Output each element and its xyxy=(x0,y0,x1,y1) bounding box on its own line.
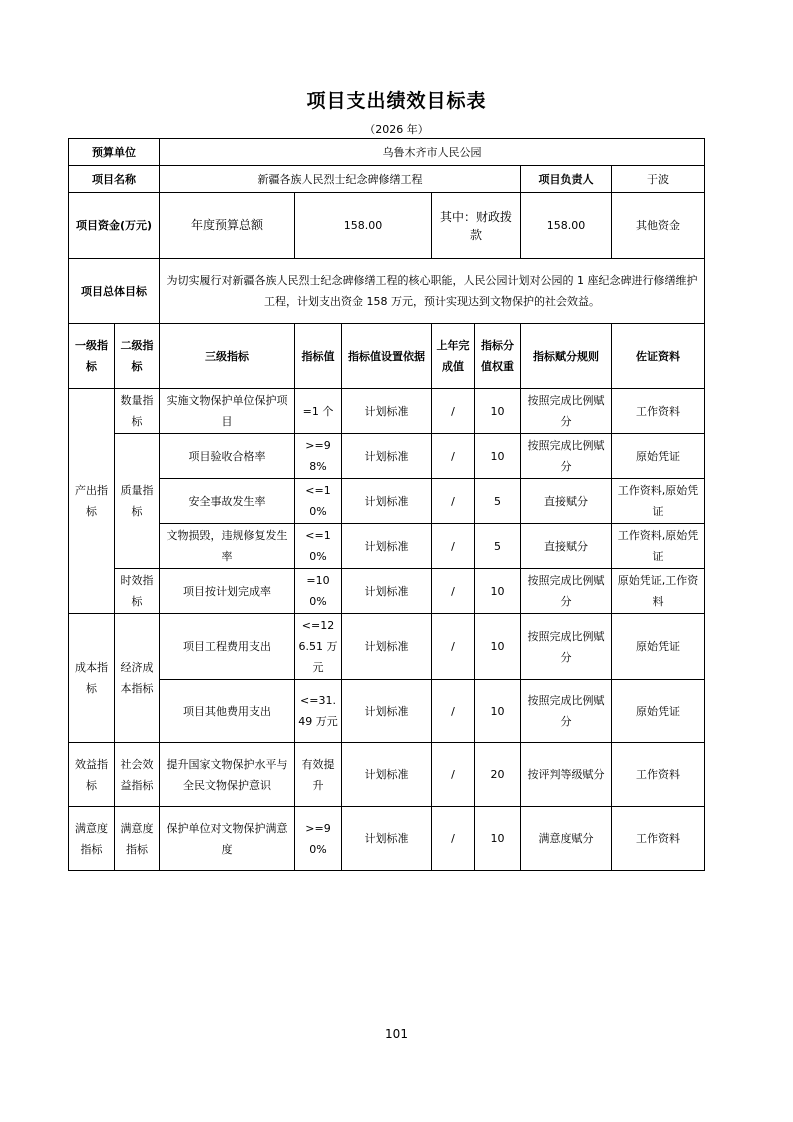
subgroup-timeliness: 时效指标 xyxy=(115,569,160,614)
row-rule: 直接赋分 xyxy=(521,524,612,569)
fiscal-label: 其中：财政拨款 xyxy=(432,193,521,259)
header-value: 指标值 xyxy=(295,324,342,389)
subgroup-social: 社会效益指标 xyxy=(115,743,160,807)
goal-label: 项目总体目标 xyxy=(69,259,160,324)
header-basis: 指标值设置依据 xyxy=(342,324,432,389)
group-output: 产出指标 xyxy=(69,389,115,614)
subgroup-econ-cost: 经济成本指标 xyxy=(115,614,160,743)
row-name: 保护单位对文物保护满意度 xyxy=(160,807,295,871)
table-row xyxy=(69,569,705,614)
row-basis: 计划标准 xyxy=(342,524,432,569)
goal-value: 为切实履行对新疆各族人民烈士纪念碑修缮工程的核心职能，人民公园计划对公园的 1 座纪念碑进行修缮维护工程，计划支出资金 158 万元，预计实现达到文物保护的社会效益。 xyxy=(160,259,705,324)
row-rule: 按照完成比例赋分 xyxy=(521,389,612,434)
row-name: 项目工程费用支出 xyxy=(160,614,295,680)
row-weight: 10 xyxy=(475,389,521,434)
leader-value: 于波 xyxy=(612,166,705,193)
table-row xyxy=(69,743,705,807)
row-last: / xyxy=(432,614,475,680)
annual-value: 158.00 xyxy=(295,193,432,259)
row-weight: 5 xyxy=(475,479,521,524)
unit-row xyxy=(69,139,705,166)
row-basis: 计划标准 xyxy=(342,434,432,479)
leader-label: 项目负责人 xyxy=(521,166,612,193)
row-rule: 按照完成比例赋分 xyxy=(521,434,612,479)
row-evidence: 工作资料,原始凭证 xyxy=(612,479,705,524)
fund-row xyxy=(69,193,705,259)
row-value: <=31.49 万元 xyxy=(295,680,342,743)
row-last: / xyxy=(432,680,475,743)
fiscal-value: 158.00 xyxy=(521,193,612,259)
row-evidence: 原始凭证 xyxy=(612,680,705,743)
table-row xyxy=(69,807,705,871)
row-value: >=90% xyxy=(295,807,342,871)
row-last: / xyxy=(432,479,475,524)
row-rule: 按照完成比例赋分 xyxy=(521,569,612,614)
row-last: / xyxy=(432,389,475,434)
subgroup-quality: 质量指标 xyxy=(115,434,160,569)
row-rule: 直接赋分 xyxy=(521,479,612,524)
table-row xyxy=(69,389,705,434)
group-satisfaction: 满意度指标 xyxy=(69,807,115,871)
header-last-year: 上年完成值 xyxy=(432,324,475,389)
row-basis: 计划标准 xyxy=(342,807,432,871)
row-rule: 满意度赋分 xyxy=(521,807,612,871)
header-evidence: 佐证资料 xyxy=(612,324,705,389)
row-basis: 计划标准 xyxy=(342,680,432,743)
row-evidence: 工作资料 xyxy=(612,743,705,807)
row-evidence: 原始凭证,工作资料 xyxy=(612,569,705,614)
row-value: <=126.51 万元 xyxy=(295,614,342,680)
row-basis: 计划标准 xyxy=(342,569,432,614)
row-name: 提升国家文物保护水平与全民文物保护意识 xyxy=(160,743,295,807)
table-row xyxy=(69,479,705,524)
row-weight: 10 xyxy=(475,807,521,871)
row-value: <=10% xyxy=(295,479,342,524)
row-basis: 计划标准 xyxy=(342,743,432,807)
row-name: 项目其他费用支出 xyxy=(160,680,295,743)
year-label: （2026 年） xyxy=(364,123,429,136)
row-value: =1 个 xyxy=(295,389,342,434)
unit-label: 预算单位 xyxy=(69,139,160,166)
project-name-label: 项目名称 xyxy=(69,166,160,193)
row-last: / xyxy=(432,434,475,479)
header-weight: 指标分值权重 xyxy=(475,324,521,389)
table-row xyxy=(69,680,705,743)
row-evidence: 原始凭证 xyxy=(612,614,705,680)
header-level3: 三级指标 xyxy=(160,324,295,389)
row-evidence: 工作资料 xyxy=(612,807,705,871)
row-basis: 计划标准 xyxy=(342,479,432,524)
header-rule: 指标赋分规则 xyxy=(521,324,612,389)
row-basis: 计划标准 xyxy=(342,614,432,680)
row-weight: 10 xyxy=(475,569,521,614)
subgroup-quantity: 数量指标 xyxy=(115,389,160,434)
row-weight: 20 xyxy=(475,743,521,807)
row-rule: 按评判等级赋分 xyxy=(521,743,612,807)
row-evidence: 原始凭证 xyxy=(612,434,705,479)
page-title: 项目支出绩效目标表 xyxy=(306,90,487,112)
row-name: 安全事故发生率 xyxy=(160,479,295,524)
performance-table xyxy=(68,138,705,871)
row-evidence: 工作资料,原始凭证 xyxy=(612,524,705,569)
row-value: >=98% xyxy=(295,434,342,479)
row-evidence: 工作资料 xyxy=(612,389,705,434)
page-number: 101 xyxy=(385,1027,408,1041)
goal-row xyxy=(69,259,705,324)
header-level2: 二级指标 xyxy=(115,324,160,389)
fund-label: 项目资金(万元) xyxy=(69,193,160,259)
group-cost: 成本指标 xyxy=(69,614,115,743)
table-row xyxy=(69,614,705,680)
header-row xyxy=(69,324,705,389)
unit-value: 乌鲁木齐市人民公园 xyxy=(160,139,705,166)
row-rule: 按照完成比例赋分 xyxy=(521,614,612,680)
row-weight: 5 xyxy=(475,524,521,569)
header-level1: 一级指标 xyxy=(69,324,115,389)
row-last: / xyxy=(432,807,475,871)
row-name: 项目按计划完成率 xyxy=(160,569,295,614)
row-name: 文物损毁，违规修复发生率 xyxy=(160,524,295,569)
project-name-value: 新疆各族人民烈士纪念碑修缮工程 xyxy=(160,166,521,193)
row-value: <=10% xyxy=(295,524,342,569)
row-value: 有效提升 xyxy=(295,743,342,807)
annual-label: 年度预算总额 xyxy=(160,193,295,259)
row-basis: 计划标准 xyxy=(342,389,432,434)
row-name: 项目验收合格率 xyxy=(160,434,295,479)
row-last: / xyxy=(432,524,475,569)
row-value: =100% xyxy=(295,569,342,614)
row-weight: 10 xyxy=(475,680,521,743)
group-benefit: 效益指标 xyxy=(69,743,115,807)
row-last: / xyxy=(432,743,475,807)
project-name-row xyxy=(69,166,705,193)
row-weight: 10 xyxy=(475,614,521,680)
other-label: 其他资金 xyxy=(612,193,705,259)
row-rule: 按照完成比例赋分 xyxy=(521,680,612,743)
table-row xyxy=(69,524,705,569)
row-last: / xyxy=(432,569,475,614)
subgroup-satisfaction: 满意度指标 xyxy=(115,807,160,871)
row-name: 实施文物保护单位保护项目 xyxy=(160,389,295,434)
table-row xyxy=(69,434,705,479)
row-weight: 10 xyxy=(475,434,521,479)
